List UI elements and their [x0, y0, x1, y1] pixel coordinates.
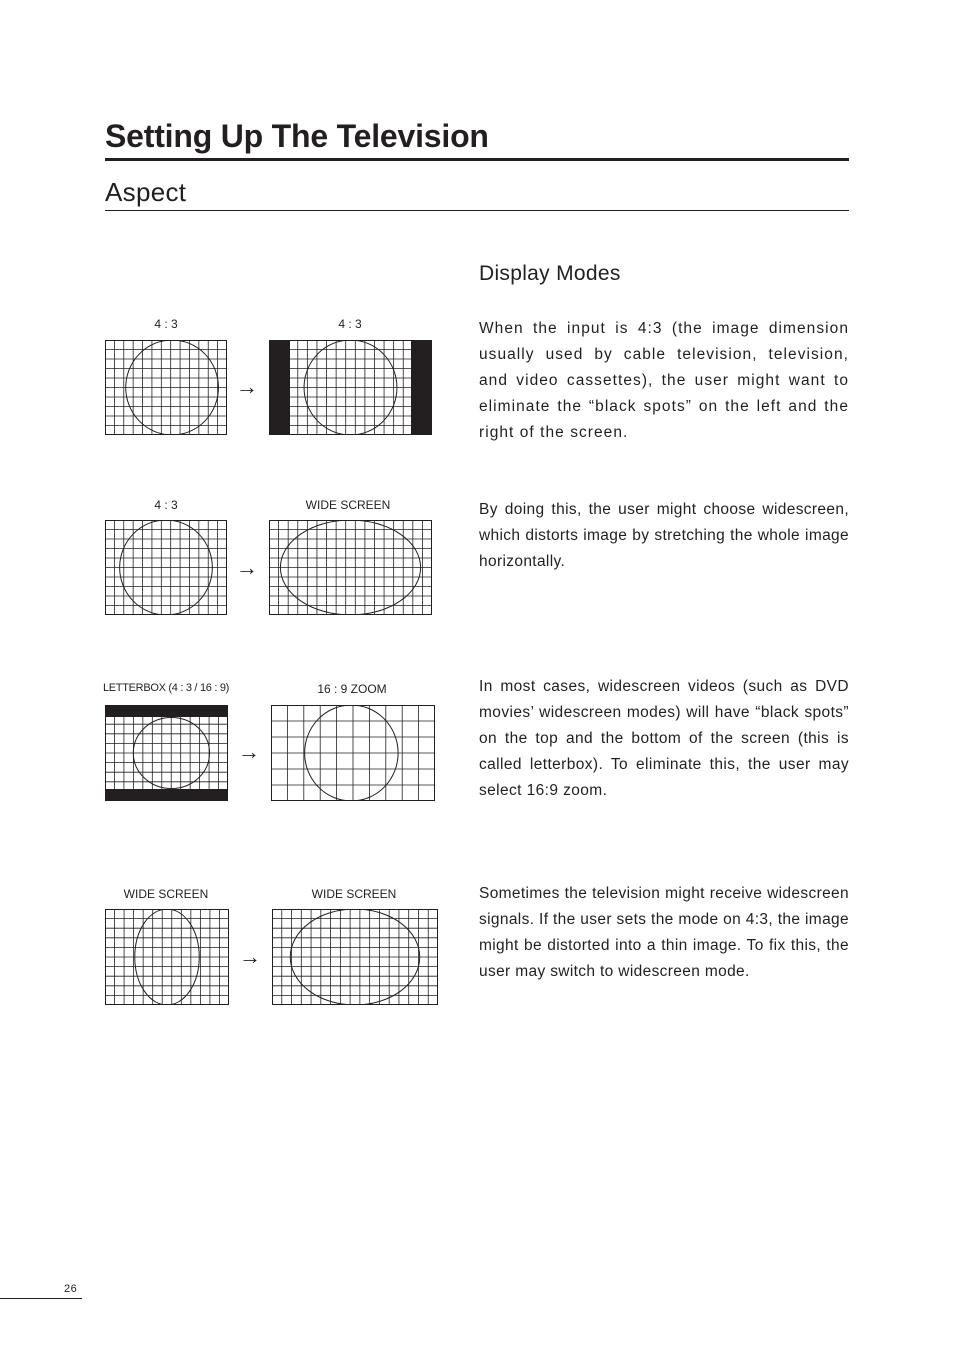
black-bar-bottom — [105, 789, 228, 801]
diagram-1-arrow-icon: → — [236, 374, 258, 399]
grid-lines — [269, 520, 432, 615]
diagram-4-result-screen — [272, 909, 438, 1005]
section-rule — [105, 210, 849, 211]
paragraph-widescreen-signal: Sometimes the television might receive widescreen signals. If the user sets the mode on 4:3, the image might be distorted into a thin image. To fix this, the user may switch to widescreen mode. — [479, 885, 849, 980]
diagram-4-arrow-icon: → — [239, 944, 261, 969]
diagram-1-source-screen — [105, 340, 227, 435]
grid-lines — [269, 340, 432, 435]
title-rule — [105, 158, 849, 161]
diagram-3-from-label: LETTERBOX (4 : 3 / 16 : 9) — [102, 682, 230, 694]
diagram-4-source-screen — [105, 909, 229, 1005]
diagram-3-source-screen — [105, 705, 228, 801]
diagram-4-to-label: WIDE SCREEN — [311, 887, 397, 901]
grid-lines — [105, 520, 227, 615]
grid-lines — [105, 909, 229, 1005]
display-modes-heading: Display Modes — [479, 262, 621, 285]
diagram-2-to-label: WIDE SCREEN — [305, 498, 391, 512]
diagram-2-from-label: 4 : 3 — [154, 498, 178, 512]
page-title: Setting Up The Television — [105, 118, 489, 154]
footer-rule — [0, 1298, 82, 1299]
grid-lines — [105, 340, 227, 435]
diagram-2-result-screen — [269, 520, 432, 615]
section-title: Aspect — [105, 177, 187, 207]
grid-lines — [272, 909, 438, 1005]
black-bar-right — [411, 340, 432, 435]
diagram-2-source-screen — [105, 520, 227, 615]
grid-lines — [271, 705, 435, 801]
paragraph-4-3-input: When the input is 4:3 (the image dimension usually used by cable television, television, and video cassettes), the user might want to eliminate the “black spots” on the left and the right of the screen. — [479, 320, 849, 441]
paragraph-letterbox-zoom: In most cases, widescreen videos (such as DVD movies’ widescreen modes) will have “black spots” on the top and the bottom of the screen (this is called letterbox). To eliminate this, the user may select 16:9 zoom. — [479, 678, 849, 799]
diagram-3-to-label: 16 : 9 ZOOM — [317, 682, 387, 696]
page-number: 26 — [64, 1283, 78, 1295]
diagram-1-from-label: 4 : 3 — [154, 317, 178, 331]
diagram-1-to-label: 4 : 3 — [338, 317, 362, 331]
black-bar-top — [105, 705, 228, 717]
diagram-4-from-label: WIDE SCREEN — [123, 887, 209, 901]
paragraph-widescreen-stretch: By doing this, the user might choose widescreen, which distorts image by stretching the whole image horizontally. — [479, 501, 849, 570]
black-bar-left — [269, 340, 290, 435]
diagram-3-arrow-icon: → — [238, 739, 260, 764]
diagram-3-result-screen — [271, 705, 435, 801]
diagram-1-result-screen — [269, 340, 432, 435]
diagram-2-arrow-icon: → — [236, 555, 258, 580]
